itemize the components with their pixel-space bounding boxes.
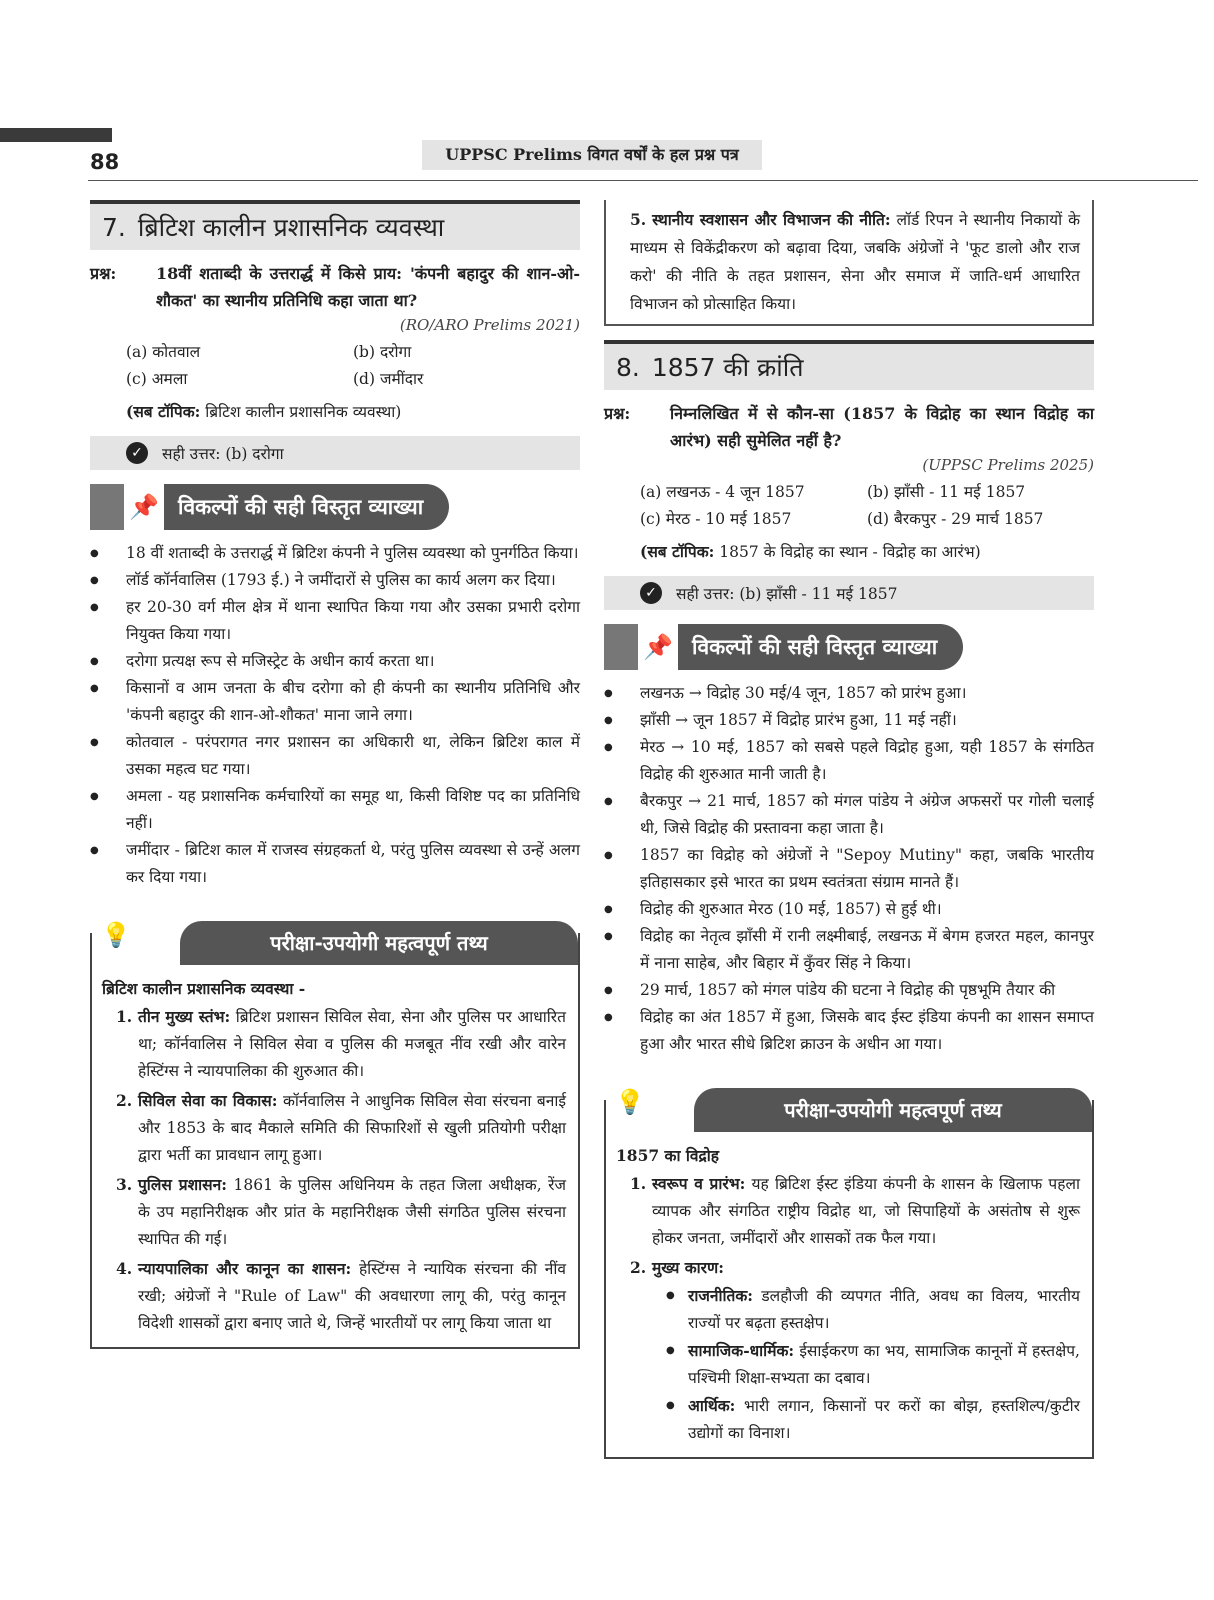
list-item: ● 18 वीं शताब्दी के उत्तरार्द्ध में ब्रिटिश कंपनी ने पुलिस व्यवस्था को पुनर्गठित किया। xyxy=(90,540,580,567)
item-label: आर्थिक: xyxy=(688,1396,736,1415)
subtopic-text: ब्रिटिश कालीन प्रशासनिक व्यवस्था) xyxy=(205,403,402,421)
explanation-title: विकल्पों की सही विस्तृत व्याख्या xyxy=(164,484,449,530)
running-header: UPPSC Prelims विगत वर्षों के हल प्रश्न पत्र xyxy=(422,140,762,170)
item-label: सामाजिक-धार्मिक: xyxy=(688,1341,795,1360)
question-label: प्रश्न: xyxy=(90,264,117,283)
pushpin-icon: 📌 xyxy=(643,633,673,661)
answer-box xyxy=(604,576,1094,610)
question-source: (RO/ARO Prelims 2021) xyxy=(399,316,580,334)
list-item: ● झाँसी → जून 1857 में विद्रोह प्रारंभ हुआ, 11 मई नहीं। xyxy=(604,707,1094,734)
item-label: मुख्य कारण: xyxy=(652,1258,724,1277)
header-rule xyxy=(88,180,1198,181)
list-item xyxy=(652,1282,1080,1337)
corner-bar xyxy=(0,128,112,142)
subtopic xyxy=(604,538,1094,566)
list-item: ● बैरकपुर → 21 मार्च, 1857 को मंगल पांडेय ने अंग्रेज अफसरों पर गोली चलाई थी, जिसे विद्रोह की प्रस्तावना कहा जाता है। xyxy=(604,788,1094,842)
item-text: हेस्टिंग्स ने न्यायिक संरचना की नींव रखी; अंग्रेजों ने "Rule of Law" की अवधारणा लागू की, परंतु कानून विदेशी शासकों द्वारा बनाए जाते थे, जिन्हें भारतीयों पर लागू किया जाता था xyxy=(138,1260,566,1332)
list-item: ● लॉर्ड कॉर्नवालिस (1793 ई.) ने जमींदारों से पुलिस का कार्य अलग कर दिया। xyxy=(90,567,580,594)
facts-box xyxy=(90,921,580,1349)
option-d: (d) जमींदार xyxy=(353,370,424,388)
facts-subheading: 1857 का विद्रोह xyxy=(616,1146,719,1165)
list-item: ● विद्रोह का अंत 1857 में हुआ, जिसके बाद ईस्ट इंडिया कंपनी का शासन समाप्त हुआ और भारत सीधे ब्रिटिश क्राउन के अधीन आ गया। xyxy=(604,1004,1094,1058)
list-item: ● कोतवाल - परंपरागत नगर प्रशासन का अधिकारी था, लेकिन ब्रिटिश काल में उसका महत्व घट गया। xyxy=(90,729,580,783)
list-item xyxy=(102,1087,566,1169)
option-a: (a) लखनऊ - 4 जून 1857 xyxy=(640,483,805,501)
page-number: 88 xyxy=(90,150,120,174)
heading-block xyxy=(90,484,124,530)
subtopic-label: (सब टॉपिक: xyxy=(640,542,715,561)
lightbulb-icon: 💡 xyxy=(615,1088,645,1116)
causes-list xyxy=(652,1282,1080,1447)
pushpin-icon: 📌 xyxy=(129,493,159,521)
facts-list xyxy=(102,1003,566,1337)
section-heading xyxy=(90,200,580,250)
facts-title: परीक्षा-उपयोगी महत्वपूर्ण तथ्य xyxy=(694,1088,1092,1132)
option-c: (c) अमला xyxy=(126,370,188,388)
section-number: 8. xyxy=(616,352,640,382)
item-text: यह ब्रिटिश ईस्ट इंडिया कंपनी के शासन के खिलाफ पहला व्यापक और संगठित राष्ट्रीय विद्रोह था, जो सिपाहियों के असंतोष से शुरू होकर जनता, जमींदारों और शासकों तक फैल गया। xyxy=(652,1175,1080,1247)
option-d: (d) बैरकपुर - 29 मार्च 1857 xyxy=(867,510,1044,528)
facts-title: परीक्षा-उपयोगी महत्वपूर्ण तथ्य xyxy=(180,921,578,965)
list-item xyxy=(616,1254,1080,1447)
list-item: ● हर 20-30 वर्ग मील क्षेत्र में थाना स्थापित किया गया और उसका प्रभारी दरोगा नियुक्त किया गया। xyxy=(90,594,580,648)
explanation-heading xyxy=(90,484,580,530)
facts-heading xyxy=(92,921,578,967)
explanation-list xyxy=(90,540,580,891)
answer-text: सही उत्तर: (b) झाँसी - 11 मई 1857 xyxy=(676,585,898,603)
list-item xyxy=(102,1171,566,1253)
option-b: (b) झाँसी - 11 मई 1857 xyxy=(867,483,1026,501)
item-text: कॉर्नवालिस ने आधुनिक सिविल सेवा संरचना बनाई और 1853 के बाद मैकाले समिति की सिफारिशों से खुली प्रतियोगी परीक्षा द्वारा भर्ती का प्रावधान लागू हुआ। xyxy=(138,1092,566,1164)
list-item: ● दरोगा प्रत्यक्ष रूप से मजिस्ट्रेट के अधीन कार्य करता था। xyxy=(90,648,580,675)
list-item: ● अमला - यह प्रशासनिक कर्मचारियों का समूह था, किसी विशिष्ट पद का प्रतिनिधि नहीं। xyxy=(90,783,580,837)
list-item: ● लखनऊ → विद्रोह 30 मई/4 जून, 1857 को प्रारंभ हुआ। xyxy=(604,680,1094,707)
option-b: (b) दरोगा xyxy=(353,343,412,361)
list-item xyxy=(102,1003,566,1085)
item-label: स्वरूप व प्रारंभ: xyxy=(652,1174,746,1193)
item-label: पुलिस प्रशासन: xyxy=(138,1175,227,1194)
list-item xyxy=(102,1255,566,1337)
heading-block xyxy=(604,624,638,670)
subtopic xyxy=(90,398,580,426)
item-number: 4. xyxy=(116,1259,133,1278)
item-label: स्थानीय स्वशासन और विभाजन की नीति: xyxy=(652,210,891,229)
subtopic-text: 1857 के विद्रोह का स्थान - विद्रोह का आरंभ) xyxy=(719,543,981,561)
section-title: ब्रिटिश कालीन प्रशासनिक व्यवस्था xyxy=(137,213,445,242)
left-column xyxy=(90,200,580,1349)
options xyxy=(90,340,580,392)
question-text: 18वीं शताब्दी के उत्तरार्द्ध में किसे प्राय: 'कंपनी बहादुर की शान-ओ-शौकत' का स्थानीय प्रतिनिधि कहा जाता था? xyxy=(156,264,580,310)
answer-box xyxy=(90,436,580,470)
list-item: ● 1857 का विद्रोह को अंग्रेजों ने "Sepoy Mutiny" कहा, जबकि भारतीय इतिहासकार इसे भारत का प्रथम स्वतंत्रता संग्राम मानते हैं। xyxy=(604,842,1094,896)
section-heading xyxy=(604,340,1094,390)
explanation-heading xyxy=(604,624,1094,670)
question-text: निम्नलिखित में से कौन-सा (1857 के विद्रोह का स्थान विद्रोह का आरंभ) सही सुमेलित नहीं है? xyxy=(670,404,1094,450)
facts-box xyxy=(604,1088,1094,1459)
item-label: तीन मुख्य स्तंभ: xyxy=(138,1007,231,1026)
option-a: (a) कोतवाल xyxy=(126,343,201,361)
item-number: 2. xyxy=(116,1091,133,1110)
list-item: ● 29 मार्च, 1857 को मंगल पांडेय की घटना ने विद्रोह की पृष्ठभूमि तैयार की xyxy=(604,977,1094,1004)
item-number: 3. xyxy=(116,1175,133,1194)
continued-facts-box xyxy=(604,200,1094,326)
list-item xyxy=(616,1170,1080,1252)
item-text: ईसाईकरण का भय, सामाजिक कानूनों में हस्तक्षेप, पश्चिमी शिक्षा-सभ्यता का दबाव। xyxy=(688,1342,1080,1387)
explanation-title: विकल्पों की सही विस्तृत व्याख्या xyxy=(678,624,963,670)
item-text: ब्रिटिश प्रशासन सिविल सेवा, सेना और पुलिस पर आधारित था; कॉर्नवालिस ने सिविल सेवा व पुलिस की मजबूत नींव रखी और वारेन हेस्टिंग्स ने न्यायपालिका की शुरुआत की। xyxy=(138,1008,566,1080)
question xyxy=(604,400,1094,454)
question-label: प्रश्न: xyxy=(604,404,631,423)
list-item: ● किसानों व आम जनता के बीच दरोगा को ही कंपनी का स्थानीय प्रतिनिधि और 'कंपनी बहादुर की शान-ओ-शौकत' माना जाने लगा। xyxy=(90,675,580,729)
section-number: 7. xyxy=(102,212,126,242)
item-text: डलहौजी की व्यपगत नीति, अवध का विलय, भारतीय राज्यों पर बढ़ता हस्तक्षेप। xyxy=(688,1287,1080,1332)
lightbulb-icon: 💡 xyxy=(101,921,131,949)
facts-list xyxy=(616,1170,1080,1447)
explanation-list xyxy=(604,680,1094,1058)
item-text: भारी लगान, किसानों पर करों का बोझ, हस्तशिल्प/कुटीर उद्योगों का विनाश। xyxy=(688,1397,1080,1442)
right-column xyxy=(604,200,1094,1459)
section-title: 1857 की क्रांति xyxy=(651,353,804,382)
option-c: (c) मेरठ - 10 मई 1857 xyxy=(640,510,792,528)
item-text: लॉर्ड रिपन ने स्थानीय निकायों के माध्यम से विकेंद्रीकरण को बढ़ावा दिया, जबकि अंग्रेजों ने 'फूट डालो और राज करो' की नीति के तहत प्रशासन, सेना और समाज में जाति-धर्म आधारित विभाजन को प्रोत्साहित किया। xyxy=(630,211,1081,313)
item-label: राजनीतिक: xyxy=(688,1286,753,1305)
list-item: ● विद्रोह का नेतृत्व झाँसी में रानी लक्ष्मीबाई, लखनऊ में बेगम हजरत महल, कानपुर में नाना साहेब, और बिहार में कुँवर सिंह ने किया। xyxy=(604,923,1094,977)
subtopic-label: (सब टॉपिक: xyxy=(126,402,201,421)
item-label: न्यायपालिका और कानून का शासन: xyxy=(138,1259,352,1278)
question xyxy=(90,260,580,314)
check-icon: ✓ xyxy=(640,582,662,604)
facts-subheading: ब्रिटिश कालीन प्रशासनिक व्यवस्था - xyxy=(102,979,306,998)
item-number: 5. xyxy=(630,210,647,229)
list-item xyxy=(652,1392,1080,1447)
list-item: ● मेरठ → 10 मई, 1857 को सबसे पहले विद्रोह हुआ, यही 1857 के संगठित विद्रोह की शुरुआत मानी जाती है। xyxy=(604,734,1094,788)
item-number: 2. xyxy=(630,1258,647,1277)
item-number: 1. xyxy=(116,1007,133,1026)
list-item xyxy=(652,1337,1080,1392)
item-text: 1861 के पुलिस अधिनियम के तहत जिला अधीक्षक, रेंज के उप महानिरीक्षक और प्रांत के महानिरीक्षक जैसी संगठित पुलिस संरचना स्थापित की गई। xyxy=(138,1176,566,1248)
check-icon: ✓ xyxy=(126,442,148,464)
item-label: सिविल सेवा का विकास: xyxy=(138,1091,278,1110)
question-source: (UPPSC Prelims 2025) xyxy=(922,456,1094,474)
options xyxy=(604,480,1094,532)
list-item: ● विद्रोह की शुरुआत मेरठ (10 मई, 1857) से हुई थी। xyxy=(604,896,1094,923)
answer-text: सही उत्तर: (b) दरोगा xyxy=(162,445,284,463)
facts-heading xyxy=(606,1088,1092,1134)
list-item: ● जमींदार - ब्रिटिश काल में राजस्व संग्रहकर्ता थे, परंतु पुलिस व्यवस्था से उन्हें अलग कर दिया गया। xyxy=(90,837,580,891)
item-number: 1. xyxy=(630,1174,647,1193)
